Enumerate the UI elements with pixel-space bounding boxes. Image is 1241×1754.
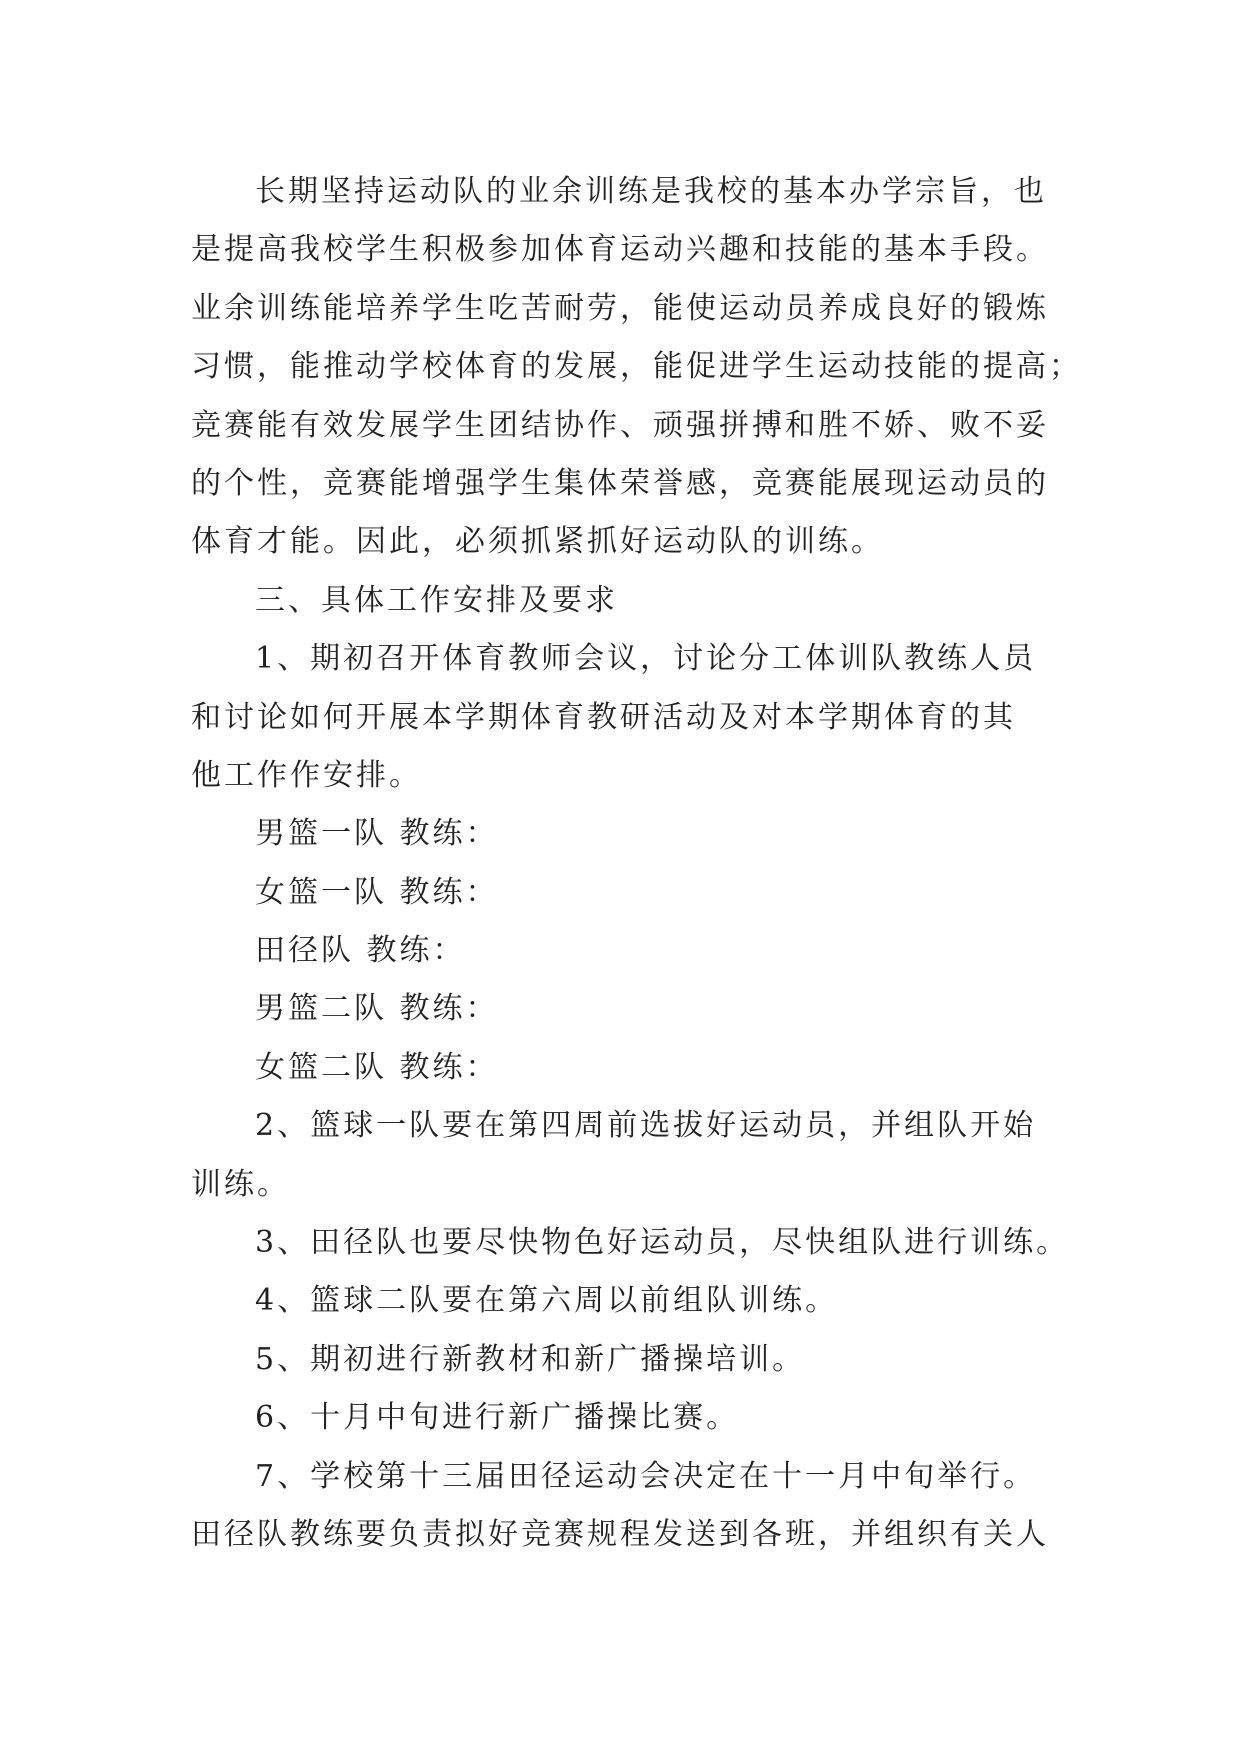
- coach-line: 男篮一队 教练：: [255, 816, 499, 852]
- paragraph-line: 他工作作安排。: [191, 757, 422, 793]
- document-body: [191, 163, 1082, 1564]
- paragraph-line: 业余训练能培养学生吃苦耐劳，能使运动员养成良好的锻炼: [191, 290, 1049, 326]
- paragraph-line: 1、期初召开体育教师会议，讨论分工体训队教练人员: [255, 641, 1037, 677]
- paragraph-line: 6、十月中旬进行新广播操比赛。: [255, 1400, 740, 1436]
- paragraph-line: 田径队教练要负责拟好竞赛规程发送到各班，并组织有关人: [191, 1516, 1049, 1552]
- coach-line: 女篮二队 教练：: [255, 1049, 499, 1085]
- paragraph-line: 习惯，能推动学校体育的发展，能促进学生运动技能的提高；: [191, 349, 1082, 385]
- coach-line: 男篮二队 教练：: [255, 991, 499, 1027]
- paragraph-line: 2、篮球一队要在第四周前选拔好运动员，并组队开始: [255, 1108, 1037, 1144]
- paragraph-line: 的个性，竞赛能增强学生集体荣誉感，竞赛能展现运动员的: [191, 465, 1049, 501]
- paragraph-line: 长期坚持运动队的业余训练是我校的基本办学宗旨，也: [255, 174, 1047, 209]
- paragraph-line: 和讨论如何开展本学期体育教研活动及对本学期体育的其: [191, 699, 1016, 735]
- coach-line: 田径队 教练：: [255, 933, 466, 969]
- paragraph-line: 体育才能。因此，必须抓紧抓好运动队的训练。: [191, 524, 884, 560]
- paragraph-line: 竞赛能有效发展学生团结协作、顽强拼搏和胜不娇、败不妥: [191, 407, 1049, 443]
- paragraph-line: 5、期初进行新教材和新广播操培训。: [255, 1341, 806, 1377]
- paragraph-line: 3、田径队也要尽快物色好运动员，尽快组队进行训练。: [255, 1225, 1070, 1261]
- paragraph-line: 4、篮球二队要在第六周以前组队训练。: [255, 1283, 839, 1319]
- section-heading: 三、具体工作安排及要求: [255, 582, 618, 618]
- paragraph-line: 7、学校第十三届田径运动会决定在十一月中旬举行。: [255, 1458, 1037, 1494]
- paragraph-line: 训练。: [191, 1166, 290, 1202]
- coach-line: 女篮一队 教练：: [255, 874, 499, 910]
- paragraph-line: 是提高我校学生积极参加体育运动兴趣和技能的基本手段。: [191, 232, 1049, 268]
